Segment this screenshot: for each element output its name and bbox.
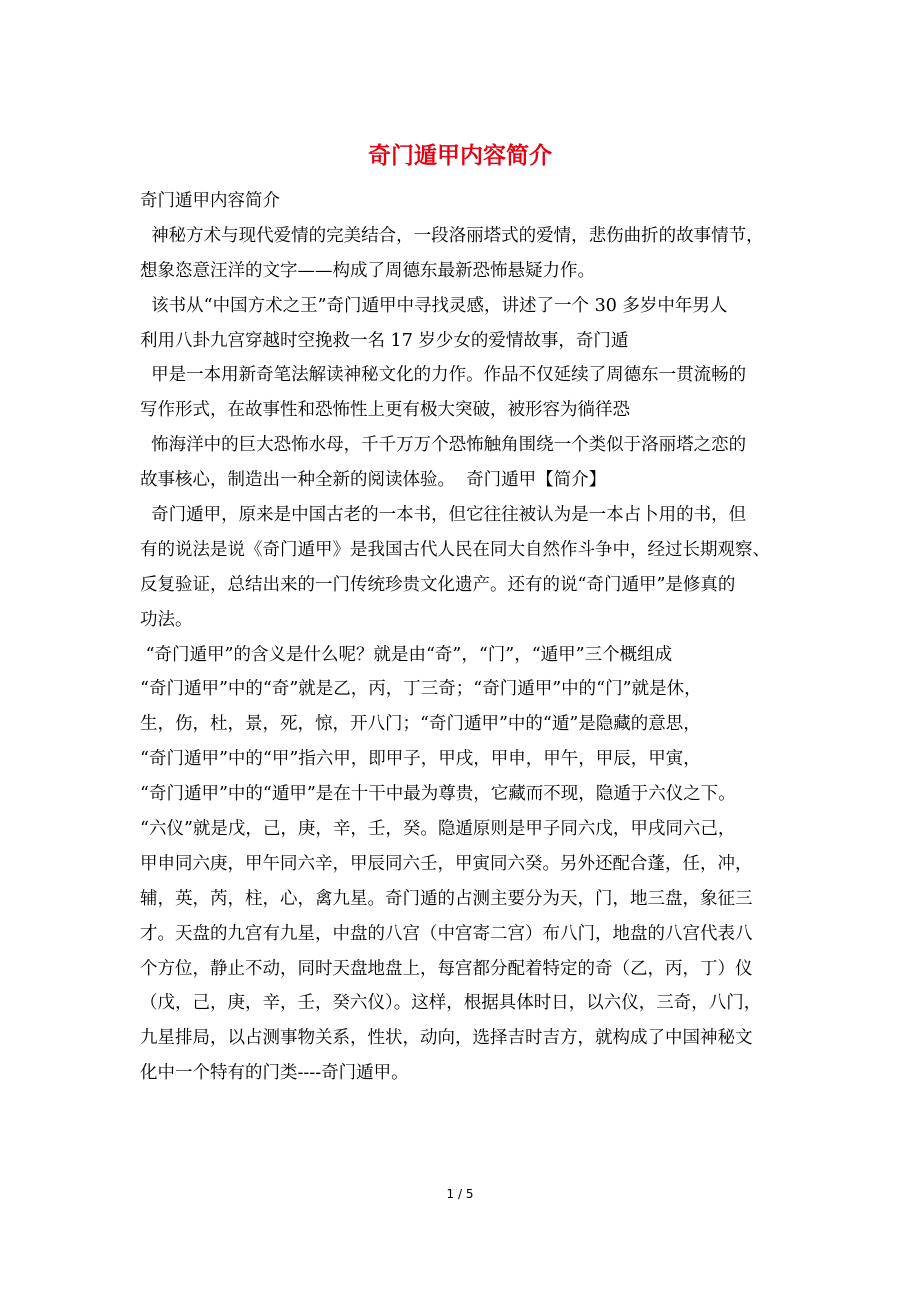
text-line: 奇门遁甲内容简介 (140, 191, 280, 211)
text-line: 奇门遁甲，原来是中国古老的一本书，但它往往被认为是一本占卜用的书，但 (140, 505, 747, 526)
text-line: 九星排局，以占测事物关系，性状，动向，选择吉时吉方，就构成了中国神秘文 (140, 1028, 753, 1049)
text-line: “奇门遁甲”中的“奇”就是乙，丙，丁三奇；“奇门遁甲”中的“门”就是休， (140, 679, 702, 700)
text-line: 怖海洋中的巨大恐怖水母，千千万万个恐怖触角围绕一个类似于洛丽塔之恋的 (140, 435, 747, 456)
text-line: 想象恣意汪洋的文字——构成了周德东最新恐怖悬疑力作。 (140, 260, 595, 281)
text-line: 功法。 (140, 609, 193, 630)
text-line: 反复验证，总结出来的一门传统珍贵文化遗产。还有的说“奇门遁甲”是修真的 (140, 574, 736, 595)
text-line: 辅，英，芮，柱，心，禽九星。奇门遁的占测主要分为天，门，地三盘，象征三 (140, 888, 753, 909)
text-line: 神秘方术与现代爱情的完美结合，一段洛丽塔式的爱情，悲伤曲折的故事情节， (140, 225, 764, 246)
text-line: 故事核心，制造出一种全新的阅读体验。 奇门遁甲【简介】 (140, 470, 607, 491)
text-line: 化中一个特有的门类----奇门遁甲。 (140, 1063, 409, 1084)
text-line: 该书从“中国方术之王”奇门遁甲中寻找灵感，讲述了一个 30 多岁中年男人 (140, 295, 728, 316)
page-number: 1 / 5 (446, 1187, 474, 1201)
text-line: “奇门遁甲”中的“遁甲”是在十干中最为尊贵，它藏而不现，隐遁于六仪之下。 (140, 784, 736, 805)
text-line: 甲是一本用新奇笔法解读神秘文化的力作。作品不仅延续了周德东一贯流畅的 (140, 365, 747, 386)
document-title: 奇门遁甲内容简介 (368, 142, 552, 169)
text-line: 生，伤，杜，景，死，惊，开八门；“奇门遁甲”中的“遁”是隐藏的意思， (140, 714, 701, 735)
text-line: “六仪”就是戊，己，庚，辛，壬，癸。隐遁原则是甲子同六戊，甲戌同六己， (140, 819, 736, 840)
text-line: “奇门遁甲”中的“甲”指六甲，即甲子，甲戌，甲申，甲午，甲辰，甲寅， (140, 749, 701, 770)
text-line: 利用八卦九宫穿越时空挽救一名 17 岁少女的爱情故事，奇门遁 (140, 330, 629, 351)
text-line: 才。天盘的九宫有九星，中盘的八宫（中宫寄二宫）布八门，地盘的八宫代表八 (140, 923, 753, 944)
text-line: 甲申同六庚，甲午同六辛，甲辰同六壬，甲寅同六癸。另外还配合蓬，任，冲， (140, 853, 753, 874)
text-line: 写作形式，在故事性和恐怖性上更有极大突破，被形容为徜徉恐 (140, 400, 630, 421)
text-line: 个方位，静止不动，同时天盘地盘上，每宫都分配着特定的奇（乙，丙，丁）仪 (140, 958, 753, 979)
text-line: 有的说法是说《奇门遁甲》是我国古代人民在同大自然作斗争中，经过长期观察、 (140, 539, 770, 560)
text-line: （戊，己，庚，辛，壬，癸六仪）。这样，根据具体时日，以六仪，三奇，八门， (140, 993, 762, 1014)
document-body (140, 184, 790, 1091)
text-line: “奇门遁甲”的含义是什么呢？就是由“奇”，“门”，“遁甲”三个概组成 (140, 644, 673, 665)
